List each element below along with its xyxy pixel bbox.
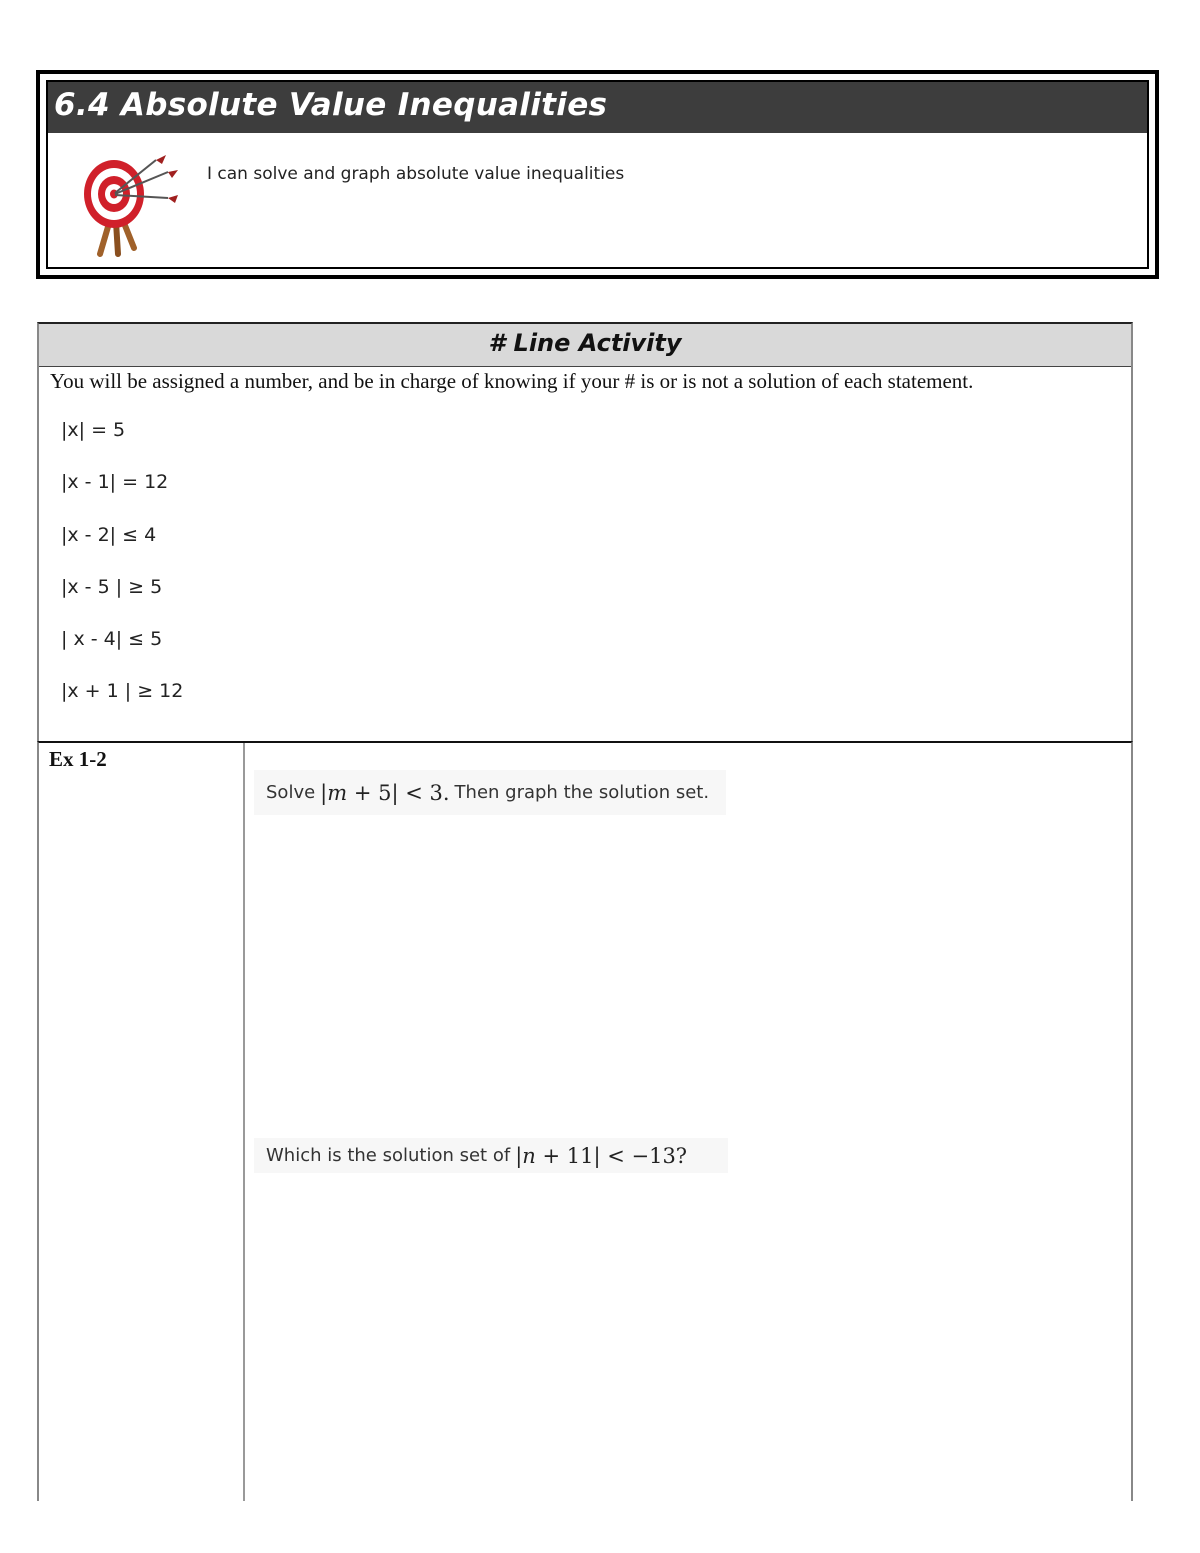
problem-1-math-rest: + 5| < 3.	[347, 780, 450, 805]
problem-2-variable: n	[522, 1143, 536, 1168]
equation-item: |x + 1 | ≥ 12	[61, 680, 184, 703]
equation-item: |x - 5 | ≥ 5	[61, 575, 163, 598]
target-with-arrows-icon	[72, 150, 182, 260]
title-bar	[48, 82, 1147, 133]
equation-item: | x - 4| ≤ 5	[61, 628, 163, 651]
example-problem-1	[254, 770, 726, 815]
problem-2-math: |n + 11| < −13?	[515, 1143, 688, 1168]
equation-item: |x - 1| = 12	[61, 471, 169, 494]
line-activity-title: # Line Activity	[488, 329, 682, 357]
problem-1-variable: m	[327, 780, 348, 805]
line-activity-section	[37, 322, 1133, 743]
activity-instructions: You will be assigned a number, and be in charge of knowing if your # is or is not a solution of each statement.	[50, 369, 974, 393]
learning-objective: I can solve and graph absolute value inequalities	[207, 164, 625, 184]
line-activity-header	[39, 324, 1131, 367]
examples-section	[37, 741, 1133, 1501]
problem-1-suffix: Then graph the solution set.	[454, 782, 710, 803]
problem-1-math: |m + 5| < 3.	[320, 780, 450, 805]
equation-list	[61, 419, 183, 733]
lesson-header	[36, 70, 1159, 279]
lesson-header-inner	[46, 80, 1149, 269]
problem-2-math-rest: + 11| < −13?	[535, 1143, 688, 1168]
equation-item: |x - 2| ≤ 4	[61, 523, 157, 546]
page-title: 6.4 Absolute Value Inequalities	[54, 87, 608, 123]
column-divider	[243, 743, 245, 1501]
example-label: Ex 1-2	[49, 747, 107, 771]
problem-2-prefix: Which is the solution set of	[266, 1145, 511, 1166]
equation-item: |x| = 5	[61, 419, 126, 441]
example-problem-2	[254, 1138, 728, 1173]
problem-1-prefix: Solve	[266, 782, 316, 803]
